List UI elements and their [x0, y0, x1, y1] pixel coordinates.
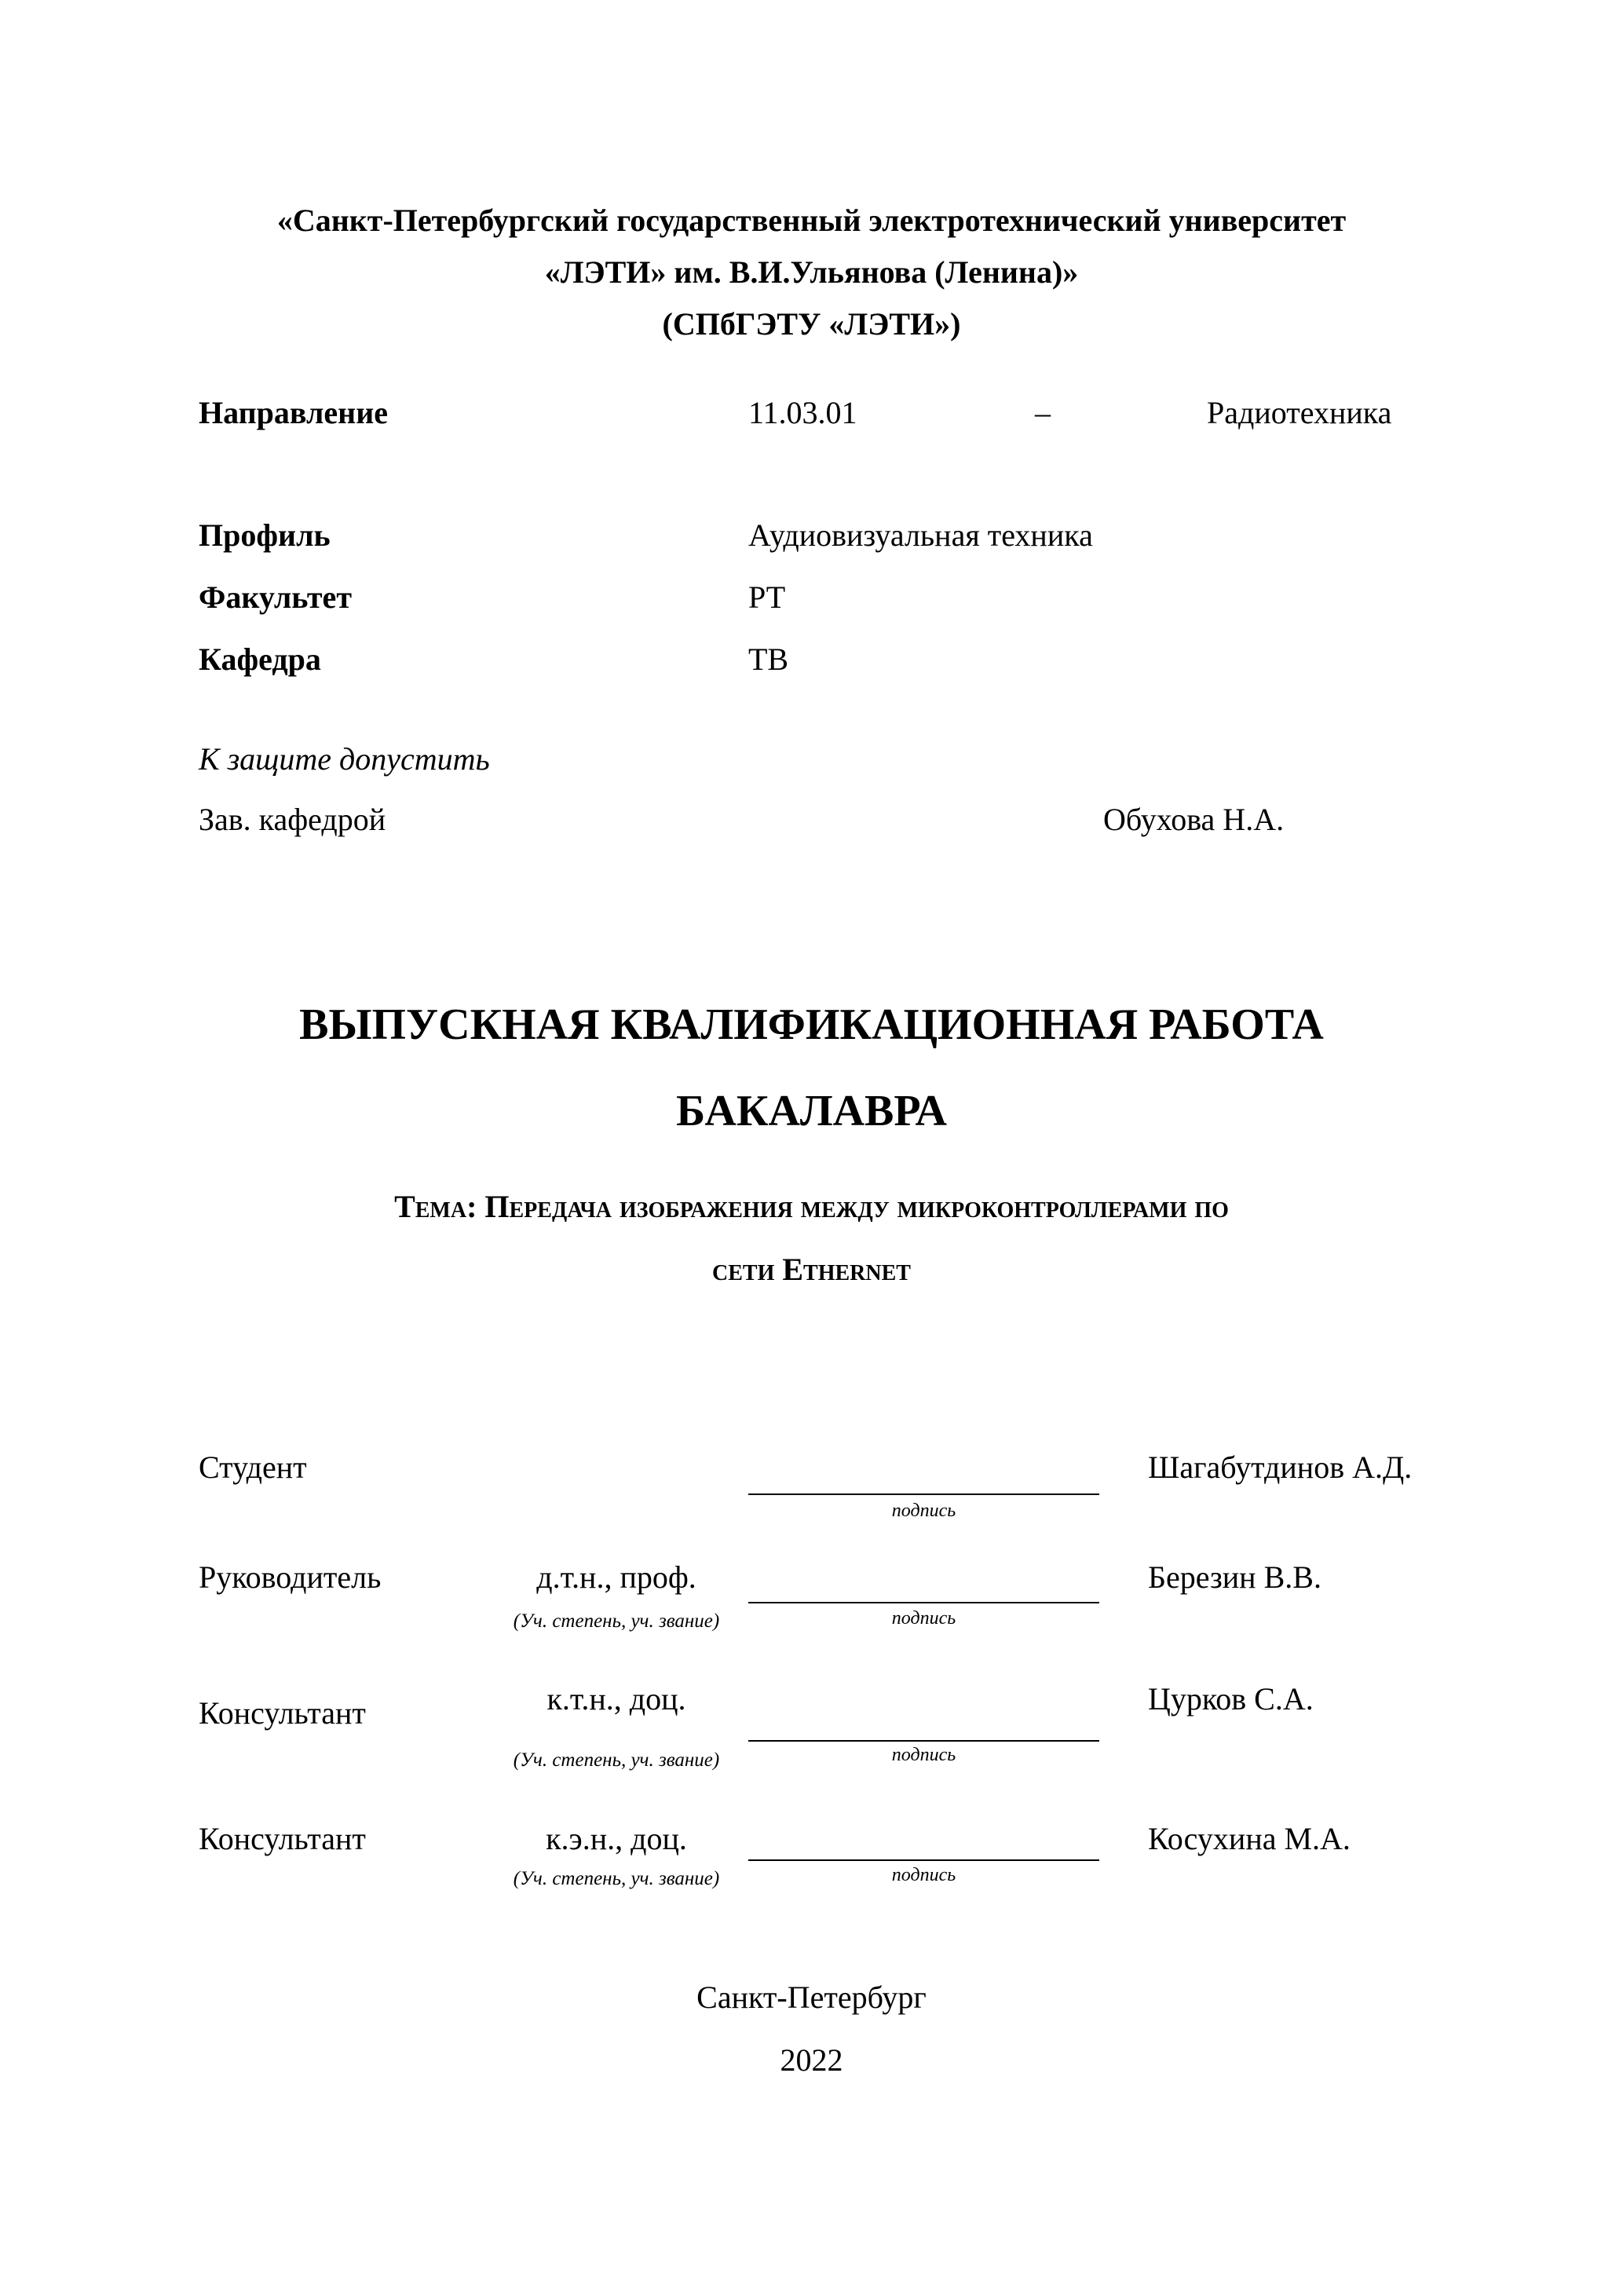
signatory-name: Косухина М.А. — [1148, 1821, 1351, 1856]
direction-label: Направление — [199, 395, 388, 430]
degree-note: (Уч. степень, уч. звание) — [513, 1868, 720, 1889]
profile-label: Профиль — [199, 517, 331, 553]
direction-row — [0, 394, 1623, 441]
signatory-name: Цурков С.А. — [1148, 1681, 1314, 1717]
direction-code: 11.03.01 — [748, 395, 857, 430]
signature-line — [748, 1493, 1099, 1495]
thesis-title — [0, 982, 1623, 1154]
signatory-degree: к.э.н., доц. — [546, 1821, 687, 1856]
thesis-title-line2: БАКАЛАВРА — [676, 1087, 947, 1135]
university-name-line1: «Санкт-Петербургский государственный электротехнический университет — [276, 203, 1347, 238]
year: 2022 — [780, 2042, 843, 2078]
signatory-degree: д.т.н., проф. — [536, 1559, 696, 1595]
signatory-name: Березин В.В. — [1148, 1559, 1321, 1595]
head-of-department-name: Обухова Н.А. — [1103, 802, 1285, 837]
profile-row — [0, 517, 1623, 564]
signature-line — [748, 1740, 1099, 1742]
signature-row-consultant-2 — [0, 1820, 1623, 1930]
thesis-topic-line2: сети Ethernet — [712, 1252, 911, 1287]
signature-line — [748, 1859, 1099, 1861]
department-label: Кафедра — [199, 642, 321, 677]
signature-line — [748, 1602, 1099, 1603]
signature-note: подпись — [891, 1865, 956, 1885]
signature-note: подпись — [891, 1745, 956, 1765]
approval-row — [0, 801, 1623, 848]
faculty-value: РТ — [748, 579, 786, 615]
signature-row-consultant-1 — [0, 1680, 1623, 1790]
signatory-name: Шагабутдинов А.Д. — [1148, 1450, 1413, 1485]
faculty-row — [0, 579, 1623, 626]
department-row — [0, 641, 1623, 688]
city: Санкт-Петербург — [696, 1980, 927, 2015]
university-name-line2: «ЛЭТИ» им. В.И.Ульянова (Ленина)» — [544, 254, 1079, 290]
signatory-role: Руководитель — [199, 1559, 382, 1595]
signature-note: подпись — [891, 1608, 956, 1629]
faculty-label: Факультет — [199, 579, 352, 615]
signatory-role: Консультант — [199, 1821, 366, 1856]
profile-value: Аудиовизуальная техника — [748, 517, 1093, 553]
signature-note: подпись — [891, 1501, 956, 1521]
signatory-role: Студент — [199, 1450, 307, 1485]
signatory-degree: к.т.н., доц. — [546, 1681, 686, 1717]
thesis-topic-line1: Тема: Передача изображения между микроконтроллерами по — [394, 1189, 1229, 1224]
degree-note: (Уч. степень, уч. звание) — [513, 1749, 720, 1771]
university-header — [0, 195, 1623, 350]
approval-statement: К защите допустить — [199, 741, 490, 777]
degree-note: (Уч. степень, уч. звание) — [513, 1610, 720, 1632]
head-of-department-label: Зав. кафедрой — [199, 802, 386, 837]
direction-value: Радиотехника — [1207, 395, 1392, 430]
department-value: ТВ — [748, 642, 789, 677]
thesis-title-line1: ВЫПУСКНАЯ КВАЛИФИКАЦИОННАЯ РАБОТА — [299, 1000, 1324, 1049]
university-abbreviation: (СПбГЭТУ «ЛЭТИ») — [662, 306, 961, 342]
signature-row-supervisor — [0, 1559, 1623, 1669]
signature-row-student — [0, 1449, 1623, 1559]
direction-dash: – — [1035, 395, 1051, 430]
signatory-role: Консультант — [199, 1695, 366, 1731]
thesis-topic — [0, 1175, 1623, 1301]
